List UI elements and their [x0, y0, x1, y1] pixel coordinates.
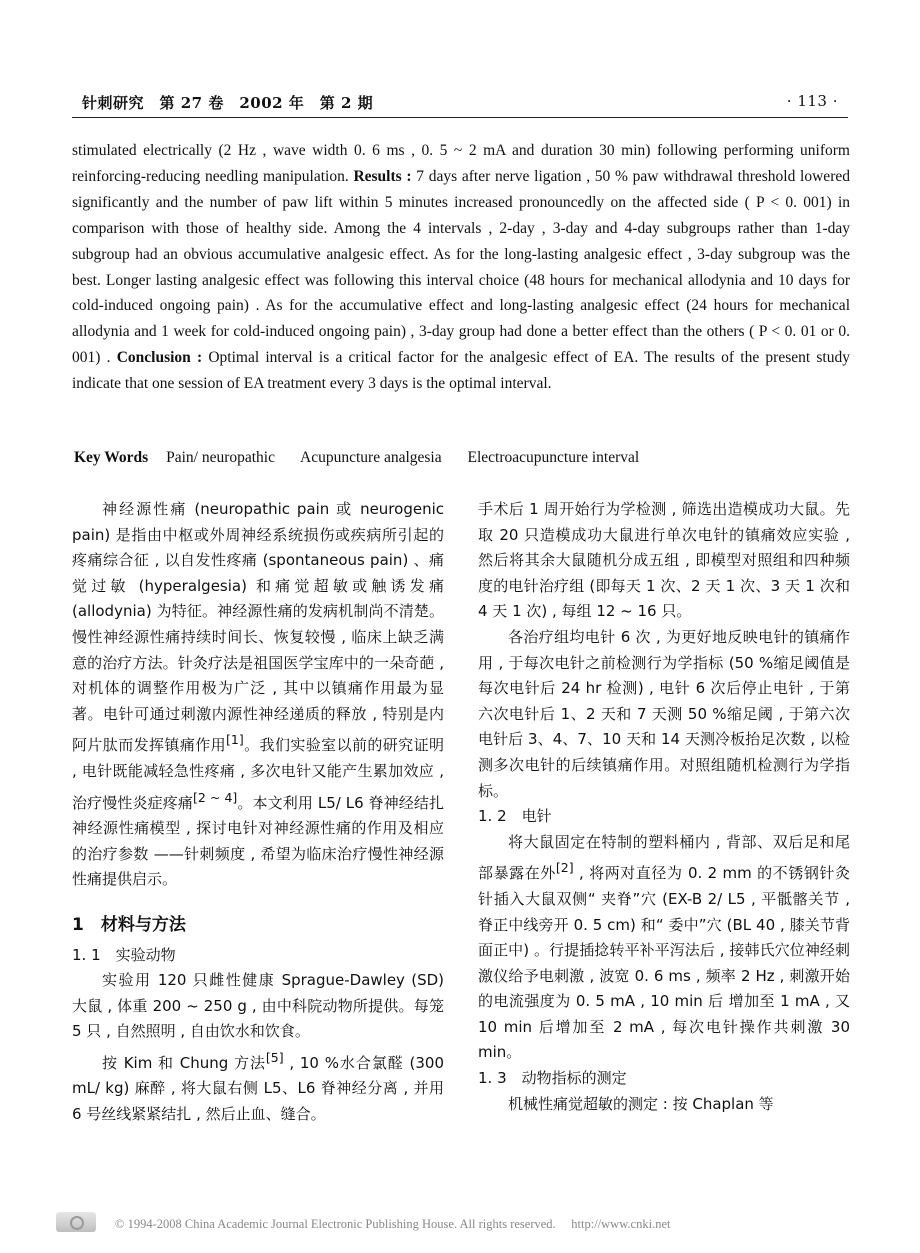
- intro-text-c: 。本文利用 L5/ L6 脊神经结扎神经源性痛模型 , 探讨电针对神经源性痛的作用及相应的治疗参数 ——针刺频度 , 希望为临床治疗慢性神经源性痛提供启示。: [72, 793, 444, 889]
- body-text: , 将两对直径为 0. 2 mm 的不锈钢针灸针插入大鼠双侧“ 夹脊”穴 (EX-B 2/ L5 , 平骶髂关节 , 脊正中线旁开 0. 5 cm) 和“ 委中”穴 (BL 40 , 膝关节背面正中) 。行提插捻转平补平泻法后 , 接韩氏穴位神经刺激仪给予电刺激 , 波宽 0. 6 ms , 频率 2 Hz , 刺激开始的电流强度为 0. 5 mA , 10 min 后 增加至 1 mA , 又 10 min 后增加至 2 mA , 每次电针操作共刺激 30 min。: [478, 864, 850, 1062]
- header-rule: [72, 117, 848, 118]
- copyright-text: © 1994-2008 China Academic Journal Electronic Publishing House. All rights reserved. http://www.cnki.net: [115, 1217, 671, 1231]
- body-text: 按 Kim 和 Chung 方法: [102, 1053, 266, 1072]
- intro-paragraph: [72, 497, 444, 893]
- key-words: [74, 449, 850, 467]
- subsection-heading: 1. 3 动物指标的测定: [478, 1069, 627, 1088]
- subsection-heading: 1. 1 实验动物: [72, 945, 176, 964]
- abstract: [72, 138, 850, 397]
- running-header: [72, 90, 848, 116]
- journal-issue: 针刺研究 第 27 卷 2002 年 第 2 期: [82, 94, 374, 112]
- body-paragraph: [72, 1045, 444, 1128]
- subsection-heading: 1. 2 电针: [478, 807, 552, 826]
- right-column: [478, 497, 850, 1117]
- citation: [2 ~ 4]: [192, 789, 238, 805]
- body-text: 将大鼠固定在特制的塑料桶内 , 背部、双后足和尾部暴露在外: [478, 832, 850, 883]
- abstract-conclusion: Optimal interval is a critical factor for the analgesic effect of EA. The results of the present study indicate that one session of EA treatment every 3 days is the optimal interval.: [72, 349, 850, 393]
- page-number: · 113 ·: [786, 92, 838, 110]
- left-column: [72, 497, 444, 1128]
- body-paragraph: [478, 830, 850, 1066]
- section-heading: 1 材料与方法: [72, 914, 186, 935]
- keyword: Acupuncture analgesia: [300, 449, 442, 466]
- keyword: Electroacupuncture interval: [467, 449, 640, 466]
- citation: [5]: [265, 1049, 284, 1065]
- intro-text-a: 神经源性痛 (neuropathic pain 或 neurogenic pain) 是指由中枢或外周神经系统损伤或疾病所引起的疼痛综合征 , 以自发性疼痛 (spontaneous pain) 、痛觉过敏 (hyperalgesia) 和痛觉超敏或触诱发痛 (allodynia) 为特征。神经源性痛的发病机制尚不清楚。慢性神经源性痛持续时间长、恢复较慢 , 临床上缺乏满意的治疗方法。针灸疗法是祖国医学宝库中的一朵奇葩 , 对机体的调整作用极为广泛 , 其中以镇痛作用最为显著。电针可通过刺激内源性神经递质的释放 , 特别是内阿片肽而发挥镇痛作用: [72, 500, 444, 755]
- citation: [1]: [226, 732, 244, 748]
- abstract-results: 7 days after nerve ligation , 50 % paw withdrawal threshold lowered significantly and the number of paw lift within 5 minutes increased pronouncedly on the affected side ( P < 0. 001) in comparison with those of healthy side. Among the 4 intervals , 2-day , 3-day and 4-day subgroups rather than 1-day subgroup had an obvious accumulative analgesic effect. As for the long-lasting analgesic effect , 3-day subgroup was the best. Longer lasting analgesic effect was following this interval choice (48 hours for mechanical allodynia and 10 days for cold-induced ongoing pain) . As for the accumulative effect and long-lasting analgesic effect (24 hours for mechanical allodynia and 1 week for cold-induced ongoing pain) , 3-day group had done a better effect than the others ( P < 0. 01 or 0. 001) .: [72, 167, 850, 367]
- body-paragraph: 实验用 120 只雌性健康 Sprague-Dawley (SD) 大鼠 , 体重 200 ~ 250 g , 由中科院动物所提供。每笼 5 只 , 自然照明 , 自由饮水和饮食。: [72, 971, 444, 1041]
- body-paragraph: 各治疗组均电针 6 次 , 为更好地反映电针的镇痛作用 , 于每次电针之前检测行为学指标 (50 %缩足阈值是每次电针后 24 hr 检测) , 电针 6 次后停止电针 , 于第六次电针后 1、2 天和 7 天测 50 %缩足阈 , 于第六次电针后 3、4、7、10 天和 14 天测冷板抬足次数 , 以检测多次电针的后续镇痛作用。对照组随机检测行为学指标。: [478, 627, 850, 800]
- body-paragraph: 手术后 1 周开始行为学检测 , 筛选出造模成功大鼠。先取 20 只造模成功大鼠进行单次电针的镇痛效应实验 , 然后将其余大鼠随机分成五组 , 即模型对照组和四种频度的电针治疗组 (即每天 1 次、2 天 1 次、3 天 1 次和 4 天 1 次) , 每组 12 ~ 16 只。: [478, 500, 850, 621]
- keyword: Pain/ neuropathic: [166, 449, 275, 466]
- conclusion-label: Conclusion :: [116, 349, 203, 367]
- abstract-methods: stimulated electrically (2 Hz , wave width 0. 6 ms , 0. 5 ~ 2 mA and duration 30 min) following performing uniform reinforcing-reducing needling manipulation.: [72, 142, 850, 185]
- body-text: , 10 %水合氯醛 (300 mL/ kg) 麻醉 , 将大鼠右侧 L5、L6 脊神经分离 , 并用 6 号丝线紧紧结扎 , 然后止血、缝合。: [72, 1053, 444, 1124]
- copyright-footer: [0, 1212, 920, 1236]
- body-paragraph: 机械性痛觉超敏的测定 : 按 Chaplan 等: [508, 1094, 774, 1113]
- intro-text-b: 。我们实验室以前的研究证明 , 电针既能减轻急性疼痛 , 多次电针又能产生累加效应 , 治疗慢性炎症疼痛: [72, 736, 444, 812]
- abstract-text: [72, 138, 850, 397]
- citation: [2]: [555, 860, 574, 876]
- key-words-label: Key Words: [74, 449, 149, 466]
- results-label: Results :: [353, 167, 412, 185]
- cnki-logo-icon: [56, 1212, 96, 1232]
